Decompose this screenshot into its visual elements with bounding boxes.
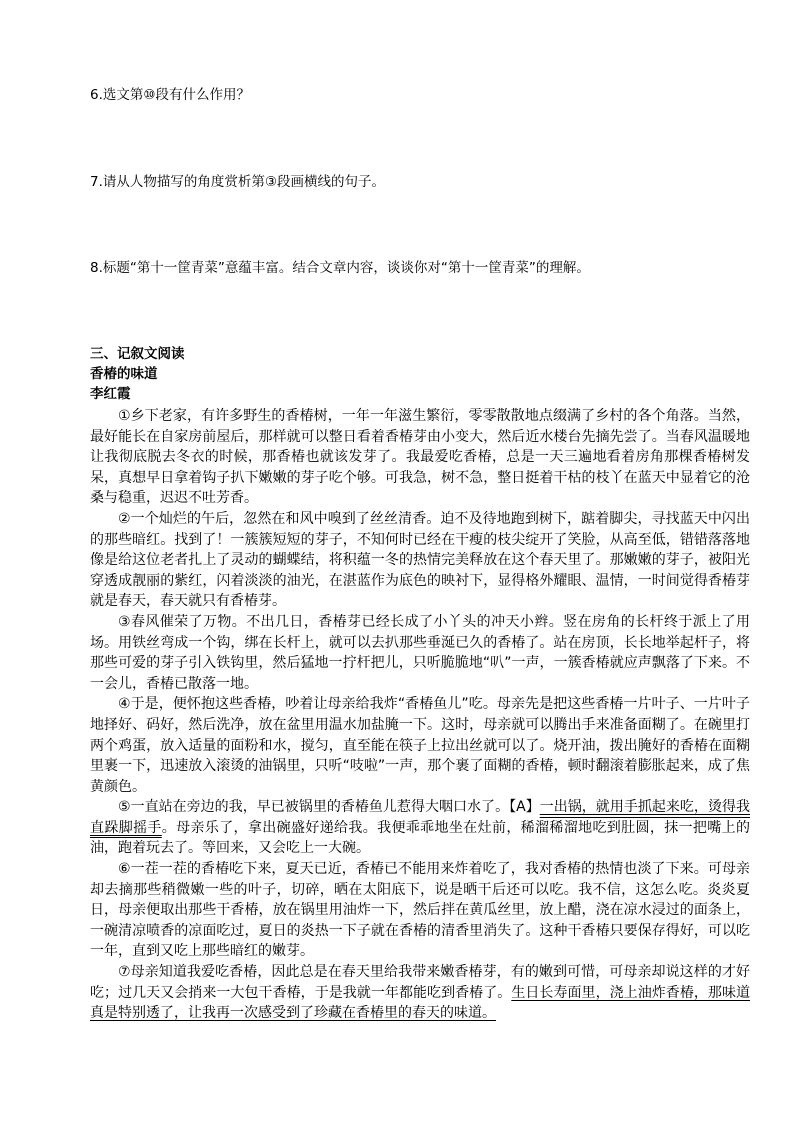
section-heading: 三、记叙文阅读 — [90, 346, 185, 362]
article-title: 香椿的味道 — [90, 366, 158, 382]
paragraph-5-marked-sentence: 一出锅，就用手抓起来吃，烫得我直跺脚摇手 — [90, 799, 750, 836]
paragraph-7-start: ⑦母亲知道我爱吃香椿，因此总是在春天里给我带来嫩香椿芽，有的嫩到可惜，可母亲却说这样的才好吃；过几天又会捎来一大包干香椿，于是我就一年都能吃到香椿了。 — [90, 964, 750, 1001]
paragraph-1: ①乡下老家，有许多野生的香椿树，一年一年滋生繁衍，零零散散地点缀满了乡村的各个角落。当然，最好能长在自家房前屋后，那样就可以整日看着香椿芽由小变大，然后近水楼台先摘先尝了。当春风温暖地让我彻底脱去冬衣的时候，那香椿也就该发芽了。我最爱吃香椿，总是一天三遍地看着房角那棵香椿树发呆，真想早日拿着钩子扒下嫩嫩的芽子吃个够。可我急，树不急，整日挺着干枯的枝丫在蓝天中显着它的沧桑与稳重，迟迟不吐芳香。 — [90, 408, 750, 507]
question-7: 7.请从人物描写的角度赏析第③段画横线的句子。 — [90, 174, 385, 190]
paragraph-2: ②一个灿烂的午后，忽然在和风中嗅到了丝丝清香。迫不及待地跑到树下，踮着脚尖，寻找蓝天中闪出的那些暗红。找到了！一簇簇短短的芽子，不知何时已经在干瘦的枝尖绽开了笑脸，从高至低，错错落落地像是给这位老者扎上了灵动的蝴蝶结，将积蕴一冬的热情完美释放在这个春天里了。那嫩嫩的芽子，被阳光穿透成靓丽的紫红，闪着淡淡的油光，在湛蓝作为底色的映衬下，显得格外耀眼、温情，一时间觉得香椿芽就是春天，春天就只有香椿芽。 — [90, 510, 750, 610]
paragraph-6: ⑥一茬一茬的香椿吃下来，夏天已近，香椿已不能用来炸着吃了，我对香椿的热情也淡了下来。可母亲却去摘那些稍微嫩一些的叶子，切碎，晒在太阳底下，说是晒干后还可以吃。我不信，这怎么吃。炎炎夏日，母亲便取出那些干香椿，放在锅里用油炸一下，然后拌在黄瓜丝里，放上醋，浇在凉水浸过的面条上，一碗清凉喷香的凉面吃过，夏日的炎热一下子就在香椿的清香里消失了。这种干香椿只要保存得好，可以吃一年，直到又吃上那些暗红的嫩芽。 — [90, 861, 750, 960]
paragraph-7-underlined-sentence: 生日长寿面里，浇上油炸香椿，那味道真是特别透了，让我再一次感受到了珍藏在香椿里的春天的味道。 — [90, 984, 751, 1022]
paragraph-5-start: ⑤一直站在旁边的我，早已被锅里的香椿鱼儿惹得大咽口水了。【A】 — [118, 799, 540, 816]
question-8: 8.标题“第十一筐青菜”意蕴丰富。结合文章内容，谈谈你对“第十一筐青菜”的理解。 — [90, 260, 590, 276]
paragraph-4: ④于是，便怀抱这些香椿，吵着让母亲给我炸“香椿鱼儿”吃。母亲先是把这些香椿一片叶子、一片叶子地择好、码好，然后洗净，放在盆里用温水加盐腌一下。这时，母亲就可以腾出手来准备面糊了。在碗里打两个鸡蛋，放入适量的面粉和水，搅匀，直至能在筷子上拉出丝就可以了。烧开油，拨出腌好的香椿在面糊里裹一下，迅速放入滚烫的油锅里，只听“吱啦”一声，那个裹了面糊的香椿，顿时翻滚着膨胀起来，成了焦黄颜色。 — [90, 696, 750, 795]
article-body — [90, 406, 750, 1024]
paragraph-7 — [90, 962, 750, 1024]
question-6: 6.选文第⑩段有什么作用？ — [90, 87, 250, 103]
paragraph-3: ③春风催荣了万物。不出几日，香椿芽已经长成了小丫头的冲天小辫。竖在房角的长杆终于派上了用场。用铁丝弯成一个钩，绑在长杆上，就可以去扒那些垂涎已久的香椿了。站在房顶，长长地举起杆子，将那些可爱的芽子引入铁钩里，然后猛地一拧杆把儿，只听脆脆地“叭”一声，一簇香椿就应声飘落了下来。不一会儿，香椿已散落一地。 — [90, 613, 750, 692]
paragraph-5-end: 。母亲乐了，拿出碗盛好递给我。我便乖乖地坐在灶前，稀溜稀溜地吃到肚圆，抹一把嘴上的油，跑着玩去了。等回来，又会吃上一大碗。 — [90, 819, 751, 857]
article-author: 李红霞 — [90, 386, 131, 402]
paragraph-5 — [90, 797, 750, 859]
